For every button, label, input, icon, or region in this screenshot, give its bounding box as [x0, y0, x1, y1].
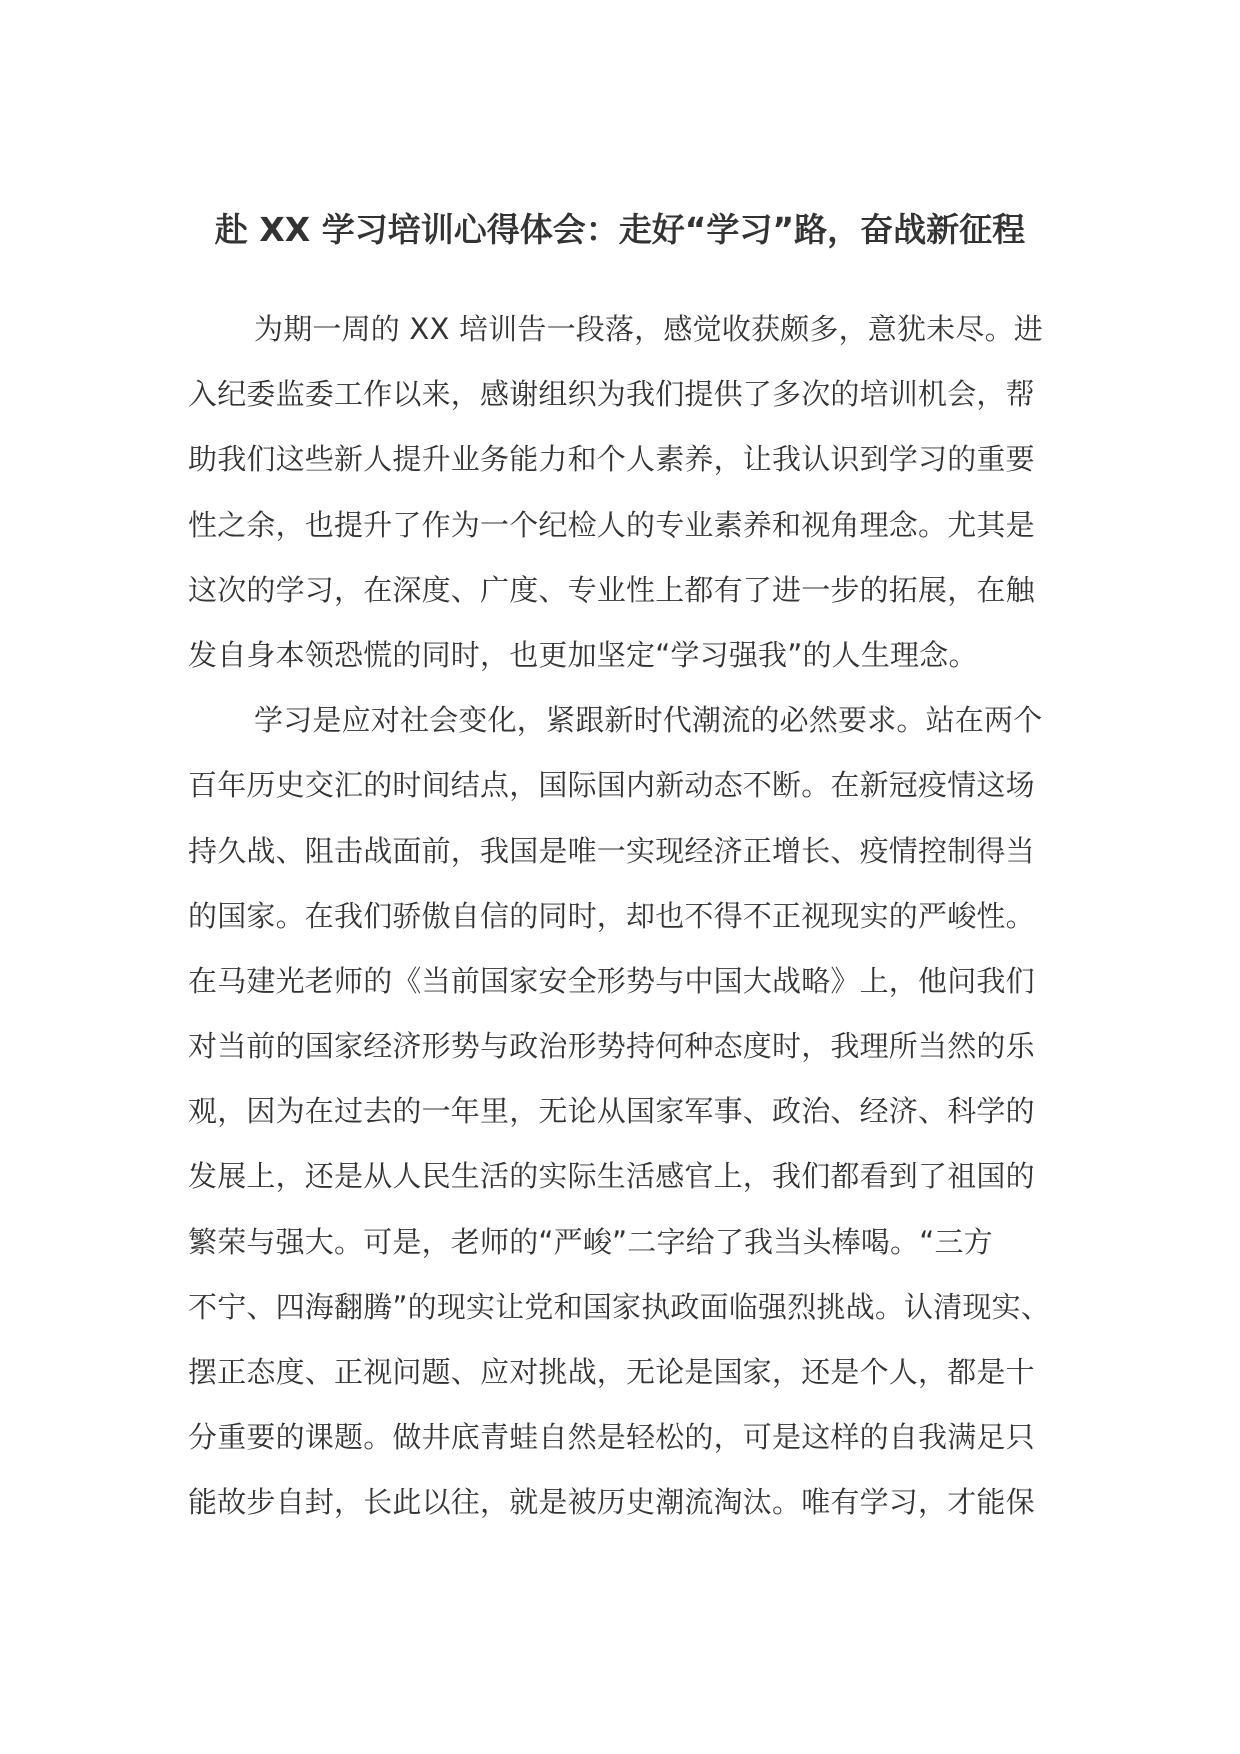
body-line: 性之余，也提升了作为一个纪检人的专业素养和视角理念。尤其是: [188, 507, 1035, 542]
body-line: 摆正态度、正视问题、应对挑战，无论是国家，还是个人，都是十: [188, 1355, 1035, 1389]
document-title: 赴 XX 学习培训心得体会：走好“学习”路，奋战新征程: [214, 210, 1026, 249]
body-line: 助我们这些新人提升业务能力和个人素养，让我认识到学习的重要: [188, 442, 1035, 477]
body-line: 对当前的国家经济形势与政治形势持何种态度时，我理所当然的乐: [188, 1029, 1035, 1064]
body-line: 能故步自封，长此以往，就是被历史潮流淘汰。唯有学习，才能保: [188, 1485, 1035, 1520]
body-line: 这次的学习，在深度、广度、专业性上都有了进一步的拓展，在触: [188, 572, 1035, 607]
body-line: 学习是应对社会变化，紧跟新时代潮流的必然要求。站在两个: [254, 703, 1043, 738]
body-line: 百年历史交汇的时间结点，国际国内新动态不断。在新冠疫情这场: [188, 768, 1035, 803]
body-line: 分重要的课题。做井底青蛙自然是轻松的，可是这样的自我满足只: [188, 1420, 1035, 1455]
body-line: 繁荣与强大。可是，老师的“严峻”二字给了我当头棒喝。“三方: [188, 1224, 993, 1259]
body-line: 观，因为在过去的一年里，无论从国家军事、政治、经济、科学的: [188, 1094, 1035, 1129]
body-line: 发自身本领恐慌的同时，也更加坚定“学习强我”的人生理念。: [188, 637, 978, 672]
body-line: 发展上，还是从人民生活的实际生活感官上，我们都看到了祖国的: [188, 1159, 1035, 1194]
body-line: 不宁、四海翻腾”的现实让党和国家执政面临强烈挑战。认清现实、: [188, 1289, 1051, 1324]
body-line: 为期一周的 XX 培训告一段落，感觉收获颇多，意犹未尽。进: [254, 312, 1043, 346]
body-line: 持久战、阻击战面前，我国是唯一实现经济正增长、疫情控制得当: [188, 833, 1035, 868]
document-body: [188, 297, 1051, 1536]
body-line: 入纪委监委工作以来，感谢组织为我们提供了多次的培训机会，帮: [188, 377, 1035, 412]
body-line: 的国家。在我们骄傲自信的同时，却也不得不正视现实的严峻性。: [188, 898, 1035, 933]
body-line: 在马建光老师的《当前国家安全形势与中国大战略》上，他问我们: [188, 963, 1035, 998]
